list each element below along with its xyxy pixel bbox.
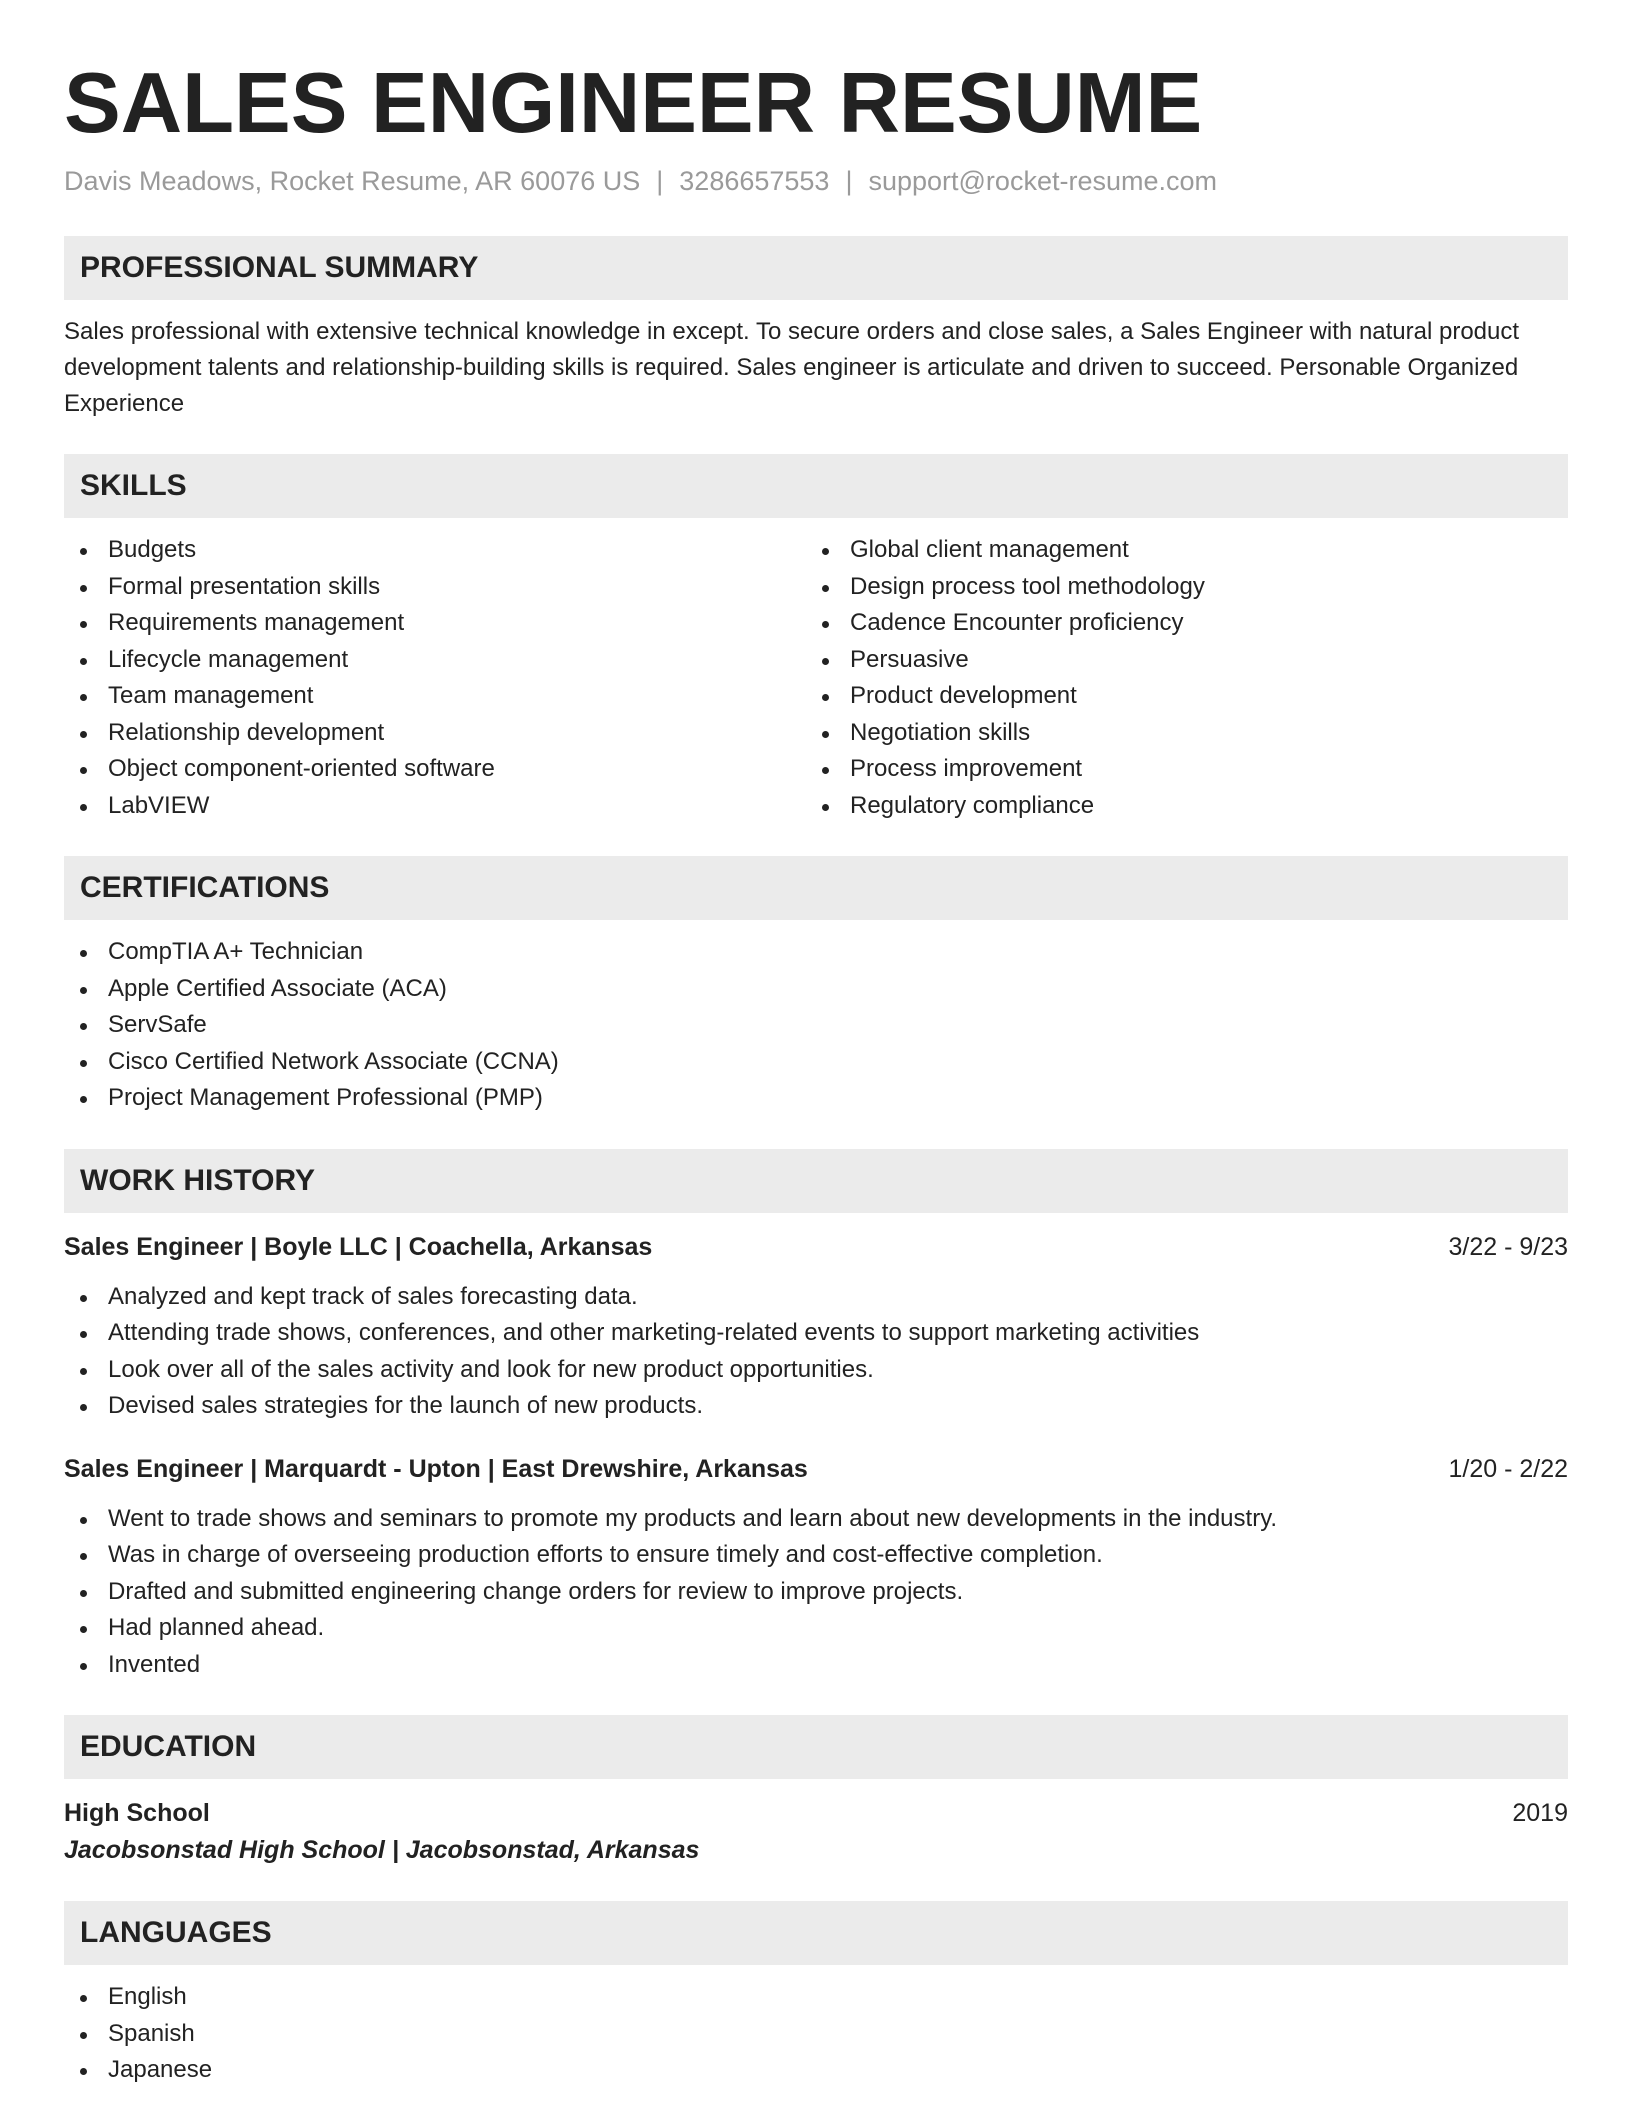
- language-item: Japanese: [64, 2052, 1568, 2089]
- skills-list: [64, 532, 1568, 824]
- contact-phone: 3286657553: [679, 166, 830, 196]
- skill-item: Requirements management: [64, 605, 806, 642]
- job-entry: [64, 1451, 1568, 1684]
- education-header: [64, 1795, 1568, 1831]
- job-title: Sales Engineer | Marquardt - Upton | East Drewshire, Arkansas: [64, 1454, 808, 1483]
- job-header: [64, 1451, 1568, 1487]
- skill-item: Process improvement: [806, 751, 1548, 788]
- job-bullet: Look over all of the sales activity and look for new product opportunities.: [64, 1352, 1568, 1389]
- education-entry: [64, 1795, 1568, 1869]
- job-bullet: Devised sales strategies for the launch of new products.: [64, 1388, 1568, 1425]
- skill-item: Negotiation skills: [806, 715, 1548, 752]
- certification-item: ServSafe: [64, 1007, 1568, 1044]
- education-heading: EDUCATION: [64, 1715, 1568, 1779]
- skills-column-left: [64, 532, 806, 824]
- skill-item: LabVIEW: [64, 788, 806, 825]
- skill-item: Regulatory compliance: [806, 788, 1548, 825]
- skill-item: Persuasive: [806, 642, 1548, 679]
- language-item: Spanish: [64, 2016, 1568, 2053]
- language-item: English: [64, 1979, 1568, 2016]
- contact-separator: |: [845, 166, 853, 196]
- skill-item: Design process tool methodology: [806, 569, 1548, 606]
- certification-item: Apple Certified Associate (ACA): [64, 971, 1568, 1008]
- resume-page: [64, 0, 1568, 2089]
- skill-item: Cadence Encounter proficiency: [806, 605, 1548, 642]
- skill-item: Product development: [806, 678, 1548, 715]
- job-bullets: [64, 1501, 1568, 1684]
- work-history-heading: WORK HISTORY: [64, 1149, 1568, 1213]
- summary-heading: PROFESSIONAL SUMMARY: [64, 236, 1568, 300]
- skill-item: Team management: [64, 678, 806, 715]
- job-bullet: Drafted and submitted engineering change orders for review to improve projects.: [64, 1574, 1568, 1611]
- job-bullet: Went to trade shows and seminars to promote my products and learn about new developments in the industry.: [64, 1501, 1568, 1538]
- job-title: Sales Engineer | Boyle LLC | Coachella, Arkansas: [64, 1232, 653, 1261]
- education-year: 2019: [1512, 1799, 1568, 1827]
- skill-item: Budgets: [64, 532, 806, 569]
- job-dates: 3/22 - 9/23: [1448, 1232, 1568, 1261]
- education-school: Jacobsonstad High School | Jacobsonstad, Arkansas: [64, 1836, 700, 1864]
- languages-heading: LANGUAGES: [64, 1901, 1568, 1965]
- job-bullet: Had planned ahead.: [64, 1610, 1568, 1647]
- skill-item: Object component-oriented software: [64, 751, 806, 788]
- job-bullet: Attending trade shows, conferences, and other marketing-related events to support marketing activities: [64, 1315, 1568, 1352]
- job-bullet: Was in charge of overseeing production efforts to ensure timely and cost-effective completion.: [64, 1537, 1568, 1574]
- job-bullet: Invented: [64, 1647, 1568, 1684]
- contact-line: [64, 164, 1568, 198]
- languages-list: [64, 1979, 1568, 2089]
- job-bullets: [64, 1279, 1568, 1425]
- certification-item: Project Management Professional (PMP): [64, 1080, 1568, 1117]
- certification-item: CompTIA A+ Technician: [64, 934, 1568, 971]
- contact-address: Davis Meadows, Rocket Resume, AR 60076 US: [64, 166, 641, 196]
- job-bullet: Analyzed and kept track of sales forecasting data.: [64, 1279, 1568, 1316]
- job-header: [64, 1229, 1568, 1265]
- skill-item: Global client management: [806, 532, 1548, 569]
- certifications-heading: CERTIFICATIONS: [64, 856, 1568, 920]
- certification-item: Cisco Certified Network Associate (CCNA): [64, 1044, 1568, 1081]
- certifications-list: [64, 934, 1568, 1117]
- summary-text: Sales professional with extensive technical knowledge in except. To secure orders and close sales, a Sales Engineer with natural product development talents and relationship-building skills is required. Sales engineer is articulate and driven to succeed. Personable Organized Experience: [64, 318, 1520, 417]
- skills-column-right: [806, 532, 1548, 824]
- education-degree: High School: [64, 1799, 210, 1827]
- job-entry: [64, 1229, 1568, 1425]
- skill-item: Formal presentation skills: [64, 569, 806, 606]
- skills-heading: SKILLS: [64, 454, 1568, 518]
- resume-title: SALES ENGINEER RESUME: [64, 56, 1203, 151]
- contact-email: support@rocket-resume.com: [868, 166, 1217, 196]
- skill-item: Relationship development: [64, 715, 806, 752]
- skill-item: Lifecycle management: [64, 642, 806, 679]
- job-dates: 1/20 - 2/22: [1448, 1454, 1568, 1483]
- contact-separator: |: [656, 166, 664, 196]
